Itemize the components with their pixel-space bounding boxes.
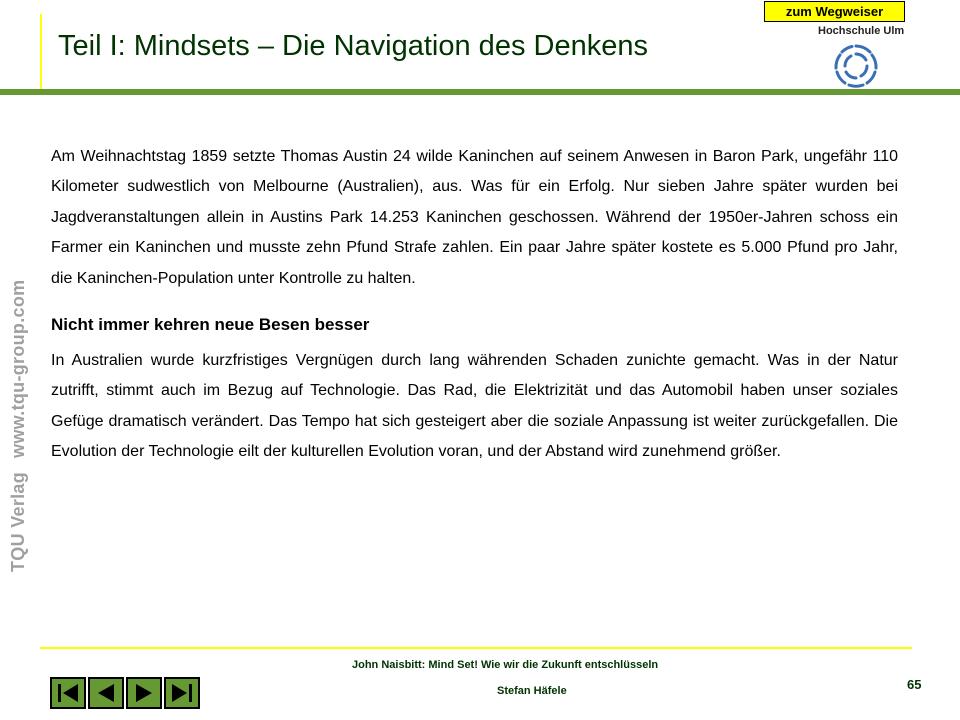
subheading: Nicht immer kehren neue Besen besser [51,315,370,335]
title-divider [40,14,42,89]
last-page-button[interactable] [164,677,200,709]
previous-icon [92,681,120,705]
last-icon [168,681,196,705]
next-page-button[interactable] [126,677,162,709]
main-content [51,142,898,468]
next-icon [130,681,158,705]
footer-book-title: John Naisbitt: Mind Set! Wie wir die Zukunft entschlüsseln [352,659,659,671]
hochschule-logo-icon [832,42,880,90]
paragraph-1: Am Weihnachtstag 1859 setzte Thomas Austin 24 wilde Kaninchen auf seinem Anwesen in Baron Park, ungefähr 110 Kilometer sudwestlich von Melbourne (Australien), aus. Was für ein Erfolg. Nur sieben Jahre später wurden bei Jagdveranstaltungen allein in Austins Park 14.253 Kaninchen geschossen. Während der 1950er-Jahren schoss ein Farmer ein Kaninchen und musste zehn Pfund Strafe zahlen. Ein paar Jahre später kostete es 5.000 Pfund pro Jahr, die Kaninchen-Population unter Kontrolle zu halten. [51,148,898,287]
first-icon [54,681,82,705]
navigation-bar [50,677,200,709]
wegweiser-button[interactable]: zum Wegweiser [764,1,905,22]
page-title: Teil I: Mindsets – Die Navigation des Denkens [58,30,648,62]
publisher-label: TQU Verlag [8,471,28,572]
logo-text: Hochschule Ulm [818,25,905,37]
footer-author: Stefan Häfele [497,685,567,697]
footer-divider [40,647,912,649]
first-page-button[interactable] [50,677,86,709]
page-number: 65 [907,677,922,692]
previous-page-button[interactable] [88,677,124,709]
publisher-url: www.tqu-group.com [8,279,28,458]
side-watermark [3,192,33,572]
paragraph-2: In Australien wurde kurzfristiges Vergnügen durch lang währenden Schaden zunichte gemacht. Was in der Natur zutrifft, stimmt auch im Bezug auf Technologie. Das Rad, die Elektrizität und das Automobil haben unser soziales Gefüge dramatisch verändert. Das Tempo hat sich gesteigert aber die soziale Anpassung ist weiter zurückgefallen. Die Evolution der Technologie eilt der kulturellen Evolution voran, und der Abstand wird zunehmend größer. [51,352,898,461]
header-bar [0,89,960,95]
